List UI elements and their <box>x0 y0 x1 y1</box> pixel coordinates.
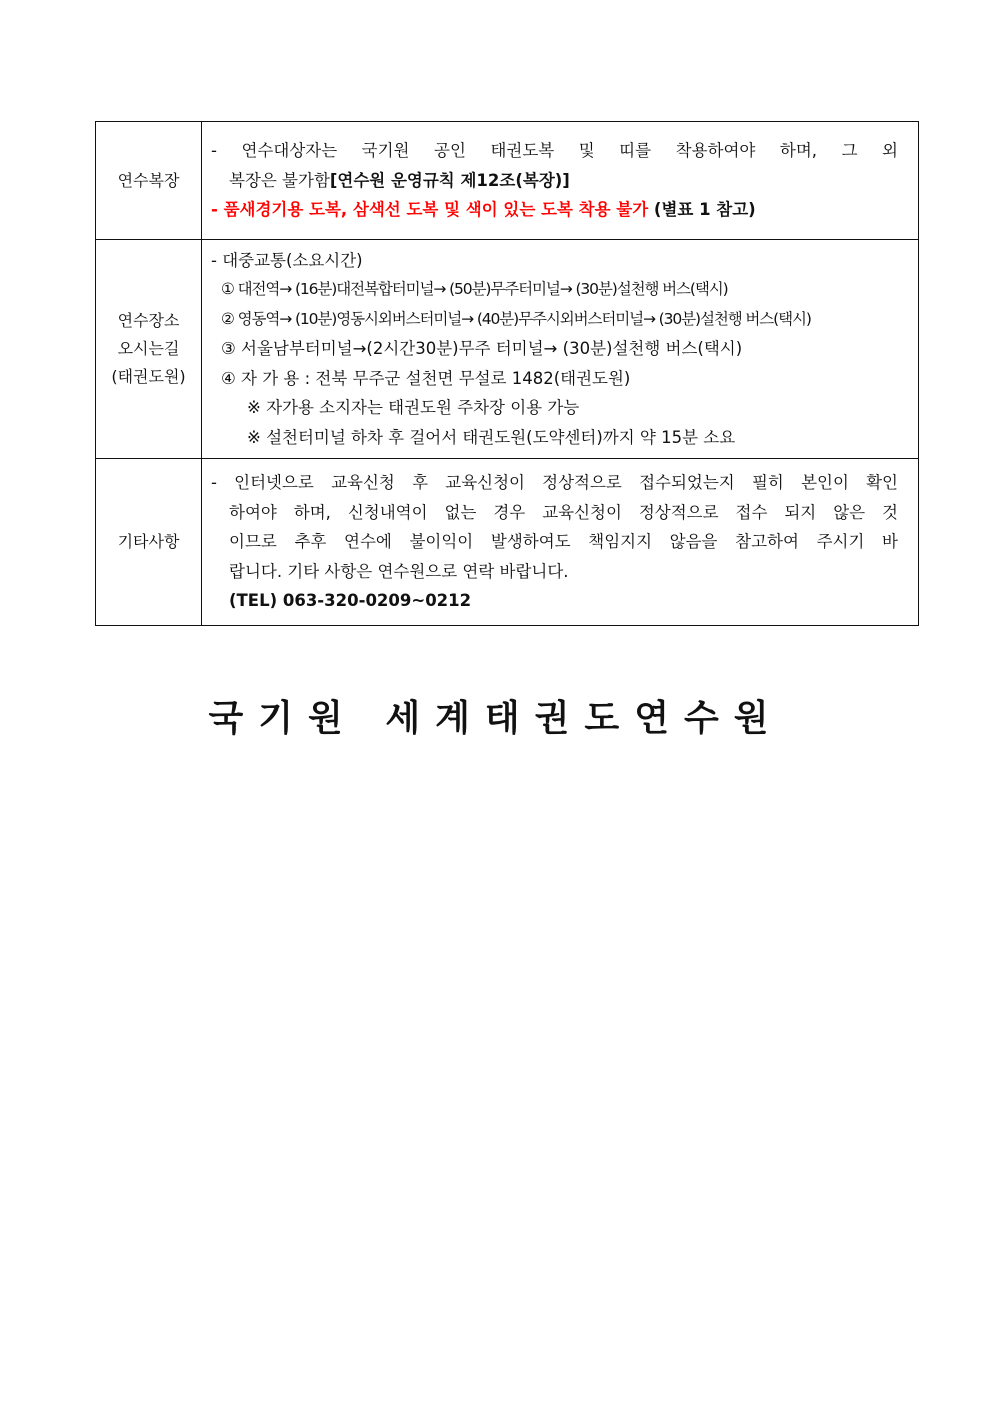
misc-line-1: - 인터넷으로 교육신청 후 교육신청이 정상적으로 접수되었는지 필히 본인이 확인 <box>211 473 898 493</box>
dress-code-line-1: - 연수대상자는 국기원 공인 태권도복 및 띠를 착용하여야 하며, 그 외 <box>211 141 898 161</box>
misc-line-3: 이므로 추후 연수에 불이익이 발생하여도 책임지지 않음을 참고하여 주시기 바 <box>229 532 898 552</box>
route-2: ② 영동역→ (10분)영동시외버스터미널→ (40분)무주시외버스터미널→ (30분)설천행 버스(택시) <box>221 309 811 328</box>
directions-label <box>96 240 202 459</box>
directions-content <box>202 240 919 459</box>
dress-code-row <box>96 122 919 240</box>
misc-content <box>202 459 919 626</box>
route-1: ① 대전역→ (16분)대전복합터미널→ (50분)무주터미널→ (30분)설천행 버스(택시) <box>221 280 728 299</box>
dress-code-dash: - <box>211 200 224 220</box>
dress-code-rule-reference: [연수원 운영규칙 제12조(복장)] <box>329 170 570 190</box>
dress-code-line-2-text: 복장은 불가함 <box>229 170 330 190</box>
dress-code-restriction: 품새경기용 도복, 삼색선 도복 및 색이 있는 도복 착용 불가 <box>223 200 649 220</box>
route-4: ④ 자 가 용 : 전북 무주군 설천면 무설로 1482(태권도원) <box>221 368 631 388</box>
directions-label-line-1: 연수장소 <box>117 311 180 330</box>
misc-line-2: 하여야 하며, 신청내역이 없는 경우 교육신청이 정상적으로 접수 되지 않은 것 <box>229 502 898 522</box>
walking-note: ※ 설천터미널 하차 후 걸어서 태권도원(도약센터)까지 약 15분 소요 <box>247 427 736 447</box>
directions-heading: - 대중교통(소요시간) <box>211 250 363 270</box>
dress-code-appendix-ref: (별표 1 참고) <box>648 200 756 220</box>
dress-code-line-3 <box>211 195 898 225</box>
info-table <box>95 121 919 626</box>
misc-row <box>96 459 919 626</box>
dress-code-line-2 <box>211 166 898 196</box>
dress-code-content <box>202 122 919 240</box>
misc-label: 기타사항 <box>96 459 202 626</box>
directions-row <box>96 240 919 459</box>
contact-tel: (TEL) 063-320-0209~0212 <box>229 591 472 611</box>
parking-note: ※ 자가용 소지자는 태권도원 주차장 이용 가능 <box>247 398 580 418</box>
directions-label-line-2: 오시는길 <box>117 339 180 358</box>
dress-code-label: 연수복장 <box>96 122 202 240</box>
directions-label-line-3: (태권도원) <box>111 367 186 386</box>
organization-title: 국기원 세계태권도연수원 <box>208 698 784 739</box>
route-3: ③ 서울남부터미널→(2시간30분)무주 터미널→ (30분)설천행 버스(택시) <box>221 339 743 359</box>
misc-line-4: 랍니다. 기타 사항은 연수원으로 연락 바랍니다. <box>229 561 569 581</box>
